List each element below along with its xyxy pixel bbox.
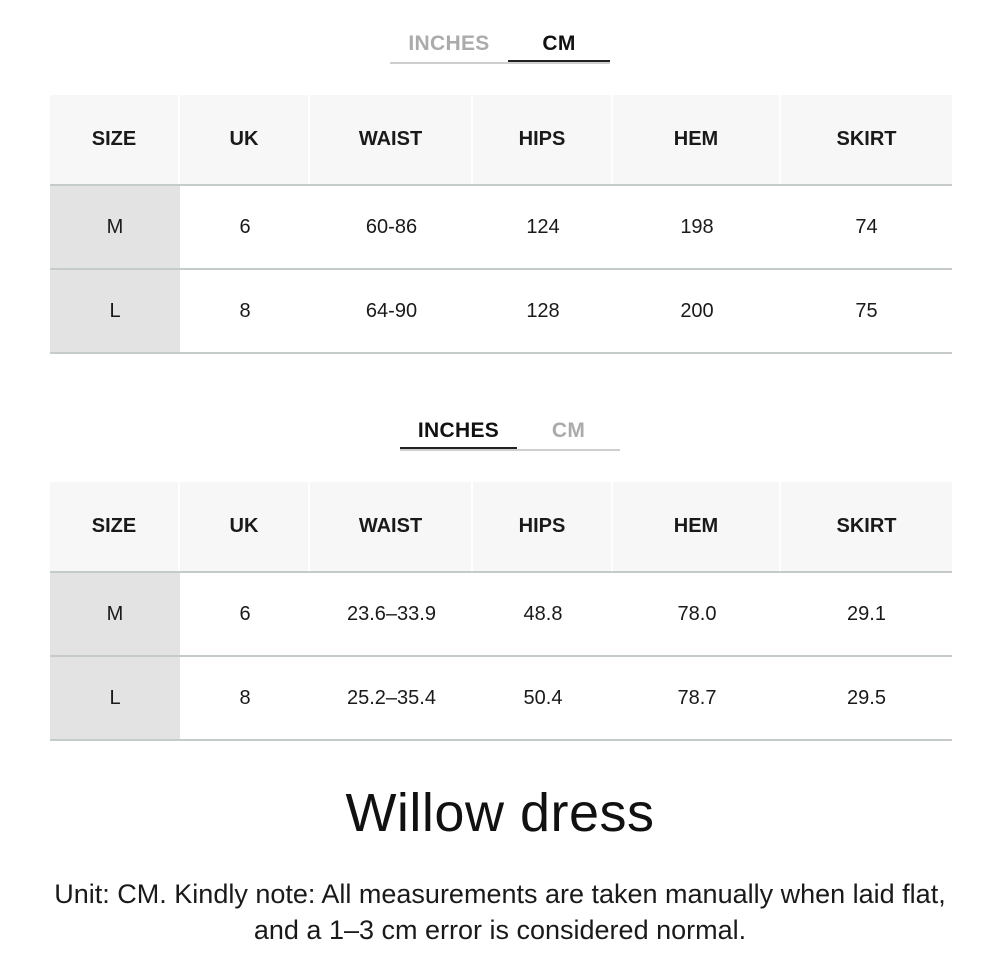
header-skirt: SKIRT [836,515,897,537]
header-uk: UK [180,482,310,571]
cell-skirt: 74 [855,215,878,238]
header-hips: HIPS [473,482,613,571]
table-header-row [50,95,952,186]
measurement-note: Unit: CM. Kindly note: All measurements are taken manually when laid flat, and a 1–3 cm error is considered normal. [54,879,946,945]
header-waist: WAIST [310,482,473,571]
product-title: Willow dress [345,783,655,843]
size-table-cm [50,95,952,354]
cell-hem: 198 [680,215,714,238]
cell-size: L [50,657,180,739]
cell-size: M [50,186,180,268]
cell-size: M [50,573,180,655]
header-hips: HIPS [473,95,613,184]
header-waist: WAIST [310,95,473,184]
tab-inches[interactable]: INCHES [408,32,490,55]
cell-uk: 6 [239,215,251,238]
cell-hips: 48.8 [523,602,563,625]
cell-size: L [50,270,180,352]
cell-hem: 200 [680,299,714,322]
cell-uk: 8 [239,299,251,322]
table-row [50,657,952,741]
header-size: SIZE [50,482,180,571]
tab-cm[interactable]: CM [508,32,610,60]
tab-cm[interactable]: CM [551,419,586,442]
header-hem: HEM [613,482,781,571]
size-table-inches [50,482,952,741]
cell-waist: 60-86 [365,215,418,238]
cell-hem: 78.7 [677,686,717,709]
header-skirt: SKIRT [836,128,897,150]
cell-hips: 50.4 [523,686,563,709]
table-row [50,573,952,657]
cell-waist: 25.2–35.4 [347,686,436,709]
unit-tabs-inches-table [400,419,620,451]
cell-skirt: 75 [855,299,878,322]
cell-hips: 124 [526,215,560,238]
header-hem: HEM [613,95,781,184]
cell-skirt: 29.5 [847,686,886,709]
unit-tabs-cm-table [390,32,610,64]
cell-hips: 128 [526,299,560,322]
cell-uk: 6 [239,602,251,625]
table-row [50,186,952,270]
cell-hem: 78.0 [677,602,717,625]
table-header-row [50,482,952,573]
cell-skirt: 29.1 [847,602,886,625]
cell-waist: 64-90 [365,299,418,322]
table-row [50,270,952,354]
header-size: SIZE [50,95,180,184]
cell-uk: 8 [239,686,251,709]
cell-waist: 23.6–33.9 [347,602,436,625]
tab-inches[interactable]: INCHES [400,419,517,447]
header-uk: UK [180,95,310,184]
